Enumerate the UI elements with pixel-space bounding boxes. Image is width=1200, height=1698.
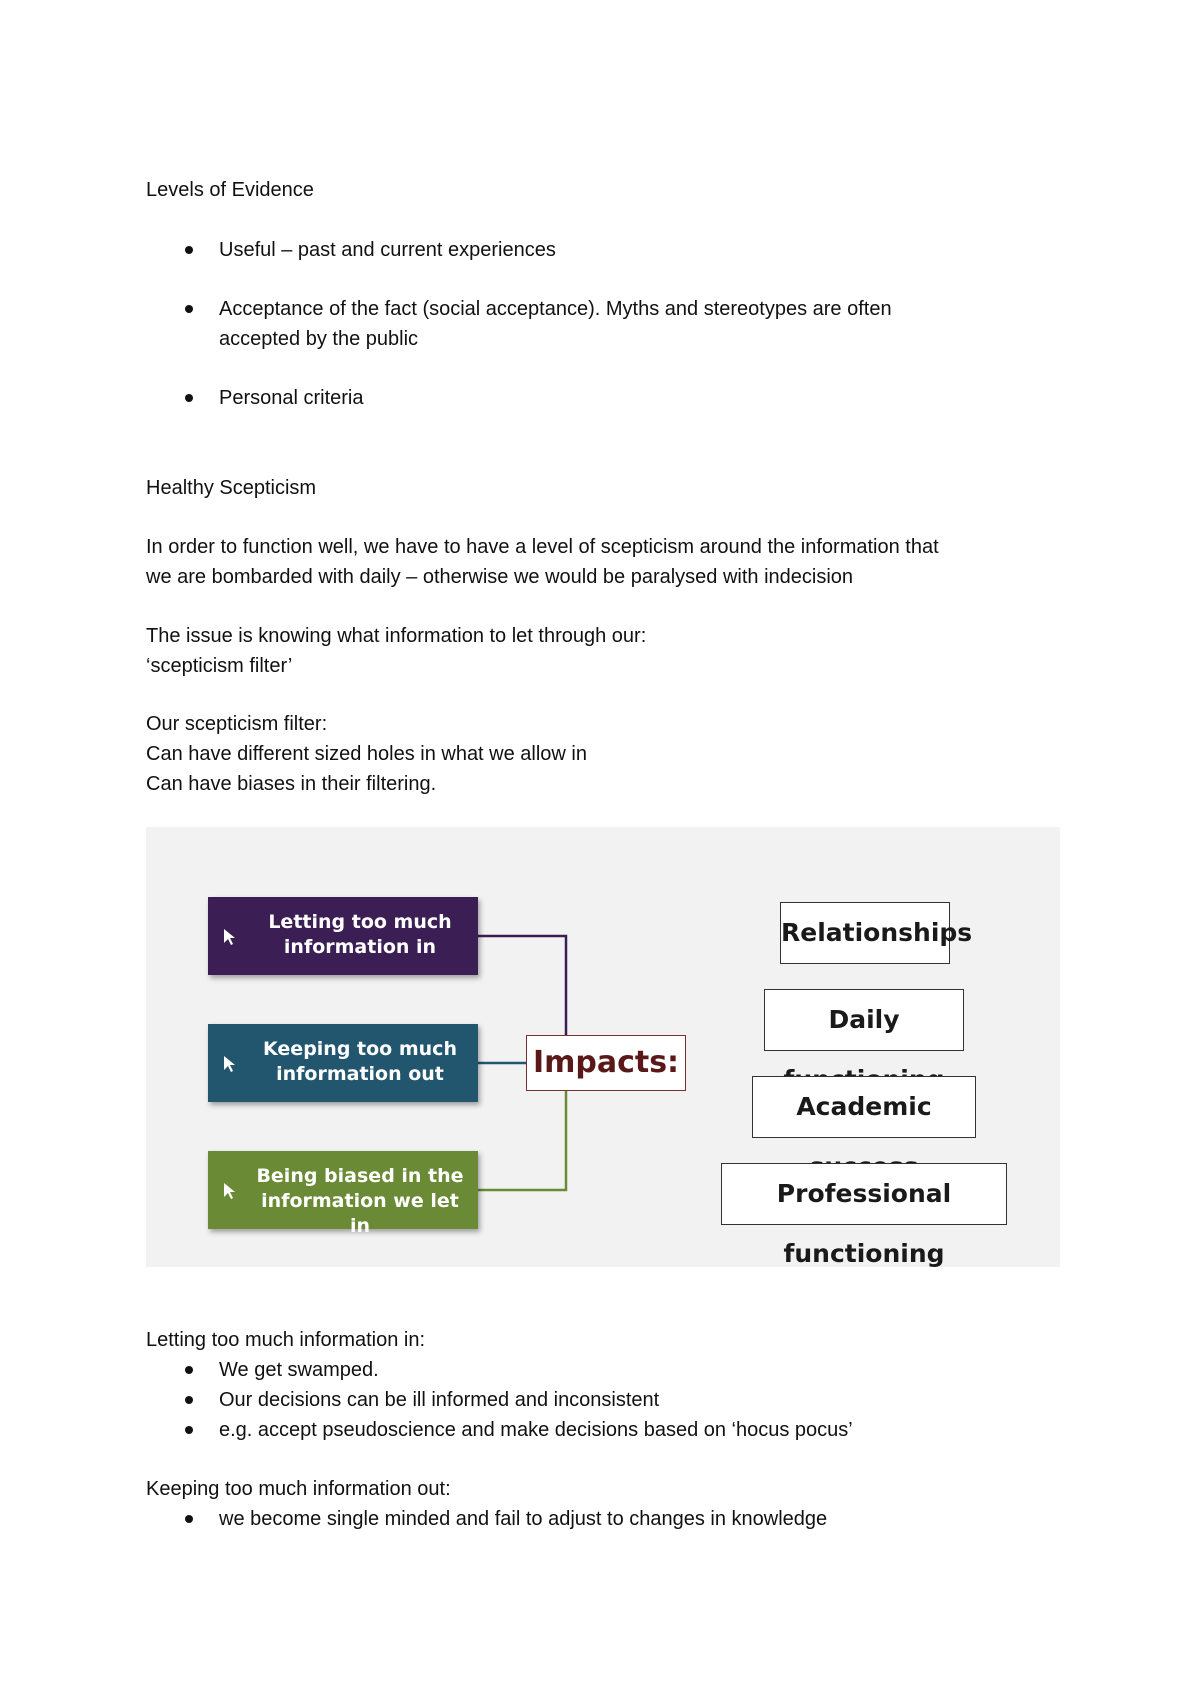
bullet-dot xyxy=(185,1426,193,1434)
levels-heading: Levels of Evidence xyxy=(146,179,314,201)
impact-professional-functioning: Professional functioning xyxy=(721,1163,1007,1225)
levels-bullet-3: Personal criteria xyxy=(219,387,364,409)
levels-bullet-2-cont: accepted by the public xyxy=(219,328,419,350)
connector-letting-in xyxy=(478,936,566,1035)
letting-in-heading: Letting too much information in: xyxy=(146,1329,426,1351)
impact-academic-success: Academic xyxy=(752,1076,976,1138)
impact-relationships: Relationships xyxy=(780,902,950,964)
scepticism-para1-line2: we are bombarded with daily – otherwise we would be paralysed with indecision xyxy=(146,566,854,588)
levels-bullet-1: Useful – past and current experiences xyxy=(219,239,556,261)
scepticism-para2-line2: ‘scepticism filter’ xyxy=(146,655,293,677)
scepticism-filter-diagram xyxy=(146,827,1060,1267)
letting-in-bullet-3: e.g. accept pseudoscience and make decisions based on ‘hocus pocus’ xyxy=(219,1419,853,1441)
scepticism-heading: Healthy Scepticism xyxy=(146,477,317,499)
bullet-dot xyxy=(185,1396,193,1404)
cause-3-line2: information we let in xyxy=(261,1190,459,1237)
cursor-arrow-icon xyxy=(222,928,238,946)
cause-keeping-too-much-out xyxy=(208,1024,478,1102)
impacts-label: Impacts: xyxy=(526,1035,686,1091)
letting-in-bullet-2: Our decisions can be ill informed and inconsistent xyxy=(219,1389,660,1411)
scepticism-para3-line1: Our scepticism filter: xyxy=(146,713,328,735)
scepticism-para2-line1: The issue is knowing what information to let through our: xyxy=(146,625,647,647)
scepticism-para3-line3: Can have biases in their filtering. xyxy=(146,773,437,795)
impact-daily-functioning: Daily xyxy=(764,989,964,1051)
bullet-dot xyxy=(185,1366,193,1374)
keeping-out-heading: Keeping too much information out: xyxy=(146,1478,451,1500)
keeping-out-bullet-1: we become single minded and fail to adjust to changes in knowledge xyxy=(219,1508,828,1530)
cursor-arrow-icon xyxy=(222,1182,238,1200)
scepticism-para1-line1: In order to function well, we have to have a level of scepticism around the information that xyxy=(146,536,939,558)
cause-being-biased xyxy=(208,1151,478,1237)
cursor-arrow-icon xyxy=(222,1055,238,1073)
bullet-dot xyxy=(185,1515,193,1523)
bullet-dot xyxy=(185,394,193,402)
bullet-dot xyxy=(185,246,193,254)
letting-in-bullet-1: We get swamped. xyxy=(219,1359,379,1381)
cause-3-line1: Being biased in the xyxy=(256,1165,464,1187)
levels-bullet-2: Acceptance of the fact (social acceptance). Myths and stereotypes are often xyxy=(219,298,892,320)
cause-letting-too-much-in xyxy=(208,897,478,975)
cause-1-line1: Letting too much xyxy=(268,911,452,933)
connector-biased xyxy=(478,1090,566,1190)
cause-1-line2: information in xyxy=(283,936,437,958)
scepticism-para3-line2: Can have different sized holes in what we allow in xyxy=(146,743,587,765)
cause-2-line1: Keeping too much xyxy=(263,1038,457,1060)
cause-2-line2: information out xyxy=(276,1063,444,1085)
bullet-dot xyxy=(185,305,193,313)
